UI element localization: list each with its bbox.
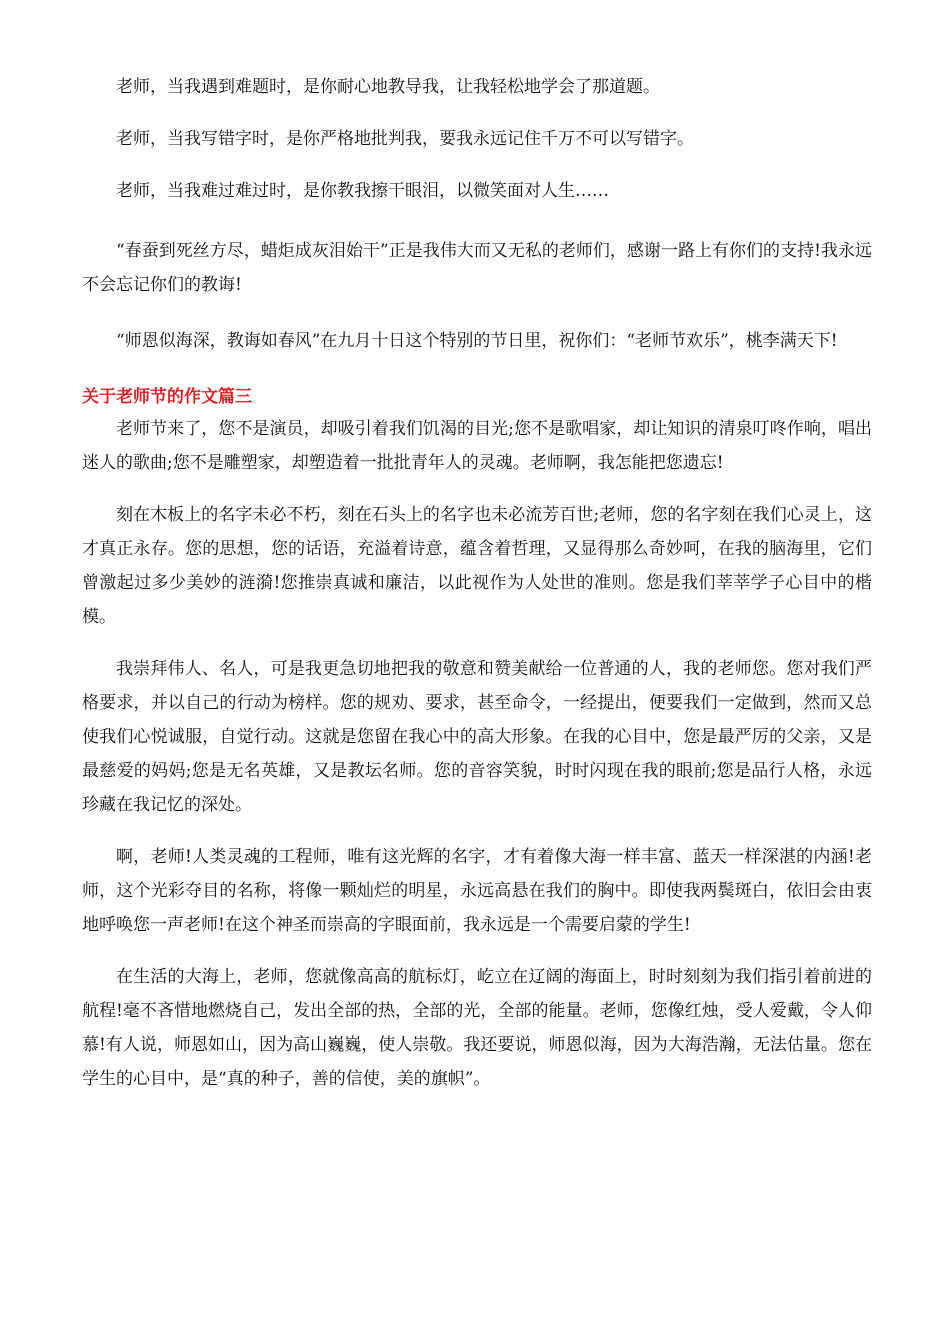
section-heading: 关于老师节的作文篇三 — [82, 387, 252, 407]
paragraph: “师恩似海深，教诲如春风”在九月十日这个特别的节日里，祝你们：“老师节欢乐”，桃李满天下! — [116, 331, 838, 351]
paragraph: 老师，当我写错字时，是你严格地批判我，要我永远记住千万不可以写错字。 — [116, 129, 694, 149]
paragraph: 老师，当我遇到难题时，是你耐心地教导我，让我轻松地学会了那道题。 — [116, 77, 660, 97]
paragraph: “春蚕到死丝方尽，蜡炬成灰泪始干”正是我伟大而又无私的老师们，感谢一路上有你们的支持!我永远不会忘记你们的教诲! — [82, 241, 872, 295]
paragraph: 我崇拜伟人、名人，可是我更急切地把我的敬意和赞美献给一位普通的人，我的老师您。您对我们严格要求，并以自己的行动为榜样。您的规劝、要求，甚至命令，一经提出，便要我们一定做到，然而又总使我们心悦诚服，自觉行动。这就是您留在我心中的高大形象。在我的心目中，您是最严厉的父亲，又是最慈爱的妈妈;您是无名英雄，又是教坛名师。您的音容笑貌，时时闪现在我的眼前;您是品行人格，永远珍藏在我记忆的深处。 — [82, 659, 872, 815]
paragraph: 在生活的大海上，老师，您就像高高的航标灯，屹立在辽阔的海面上，时时刻刻为我们指引着前进的航程!毫不吝惜地燃烧自己，发出全部的热，全部的光，全部的能量。老师，您像红烛，受人爱戴，令人仰慕!有人说，师恩如山，因为高山巍巍，使人崇敬。我还要说，师恩似海，因为大海浩瀚，无法估量。您在学生的心目中，是“真的种子，善的信使，美的旗帜”。 — [82, 967, 872, 1089]
paragraph: 老师，当我难过难过时，是你教我擦干眼泪，以微笑面对人生…… — [116, 181, 609, 201]
document-page — [82, 70, 872, 1096]
paragraph: 老师节来了，您不是演员，却吸引着我们饥渴的目光;您不是歌唱家，却让知识的清泉叮咚作响，唱出迷人的歌曲;您不是雕塑家，却塑造着一批批青年人的灵魂。老师啊，我怎能把您遗忘! — [82, 419, 872, 473]
paragraph: 啊，老师!人类灵魂的工程师，唯有这光辉的名字，才有着像大海一样丰富、蓝天一样深湛的内涵!老师，这个光彩夺目的名称，将像一颗灿烂的明星，永远高悬在我们的胸中。即使我两鬓斑白，依旧会由衷地呼唤您一声老师!在这个神圣而崇高的字眼面前，我永远是一个需要启蒙的学生! — [82, 847, 872, 935]
paragraph: 刻在木板上的名字未必不朽，刻在石头上的名字也未必流芳百世;老师，您的名字刻在我们心灵上，这才真正永存。您的思想，您的话语，充溢着诗意，蕴含着哲理，又显得那么奇妙呵，在我的脑海里，它们曾激起过多少美妙的涟漪!您推崇真诚和廉洁，以此视作为人处世的准则。您是我们莘莘学子心目中的楷模。 — [82, 505, 872, 627]
